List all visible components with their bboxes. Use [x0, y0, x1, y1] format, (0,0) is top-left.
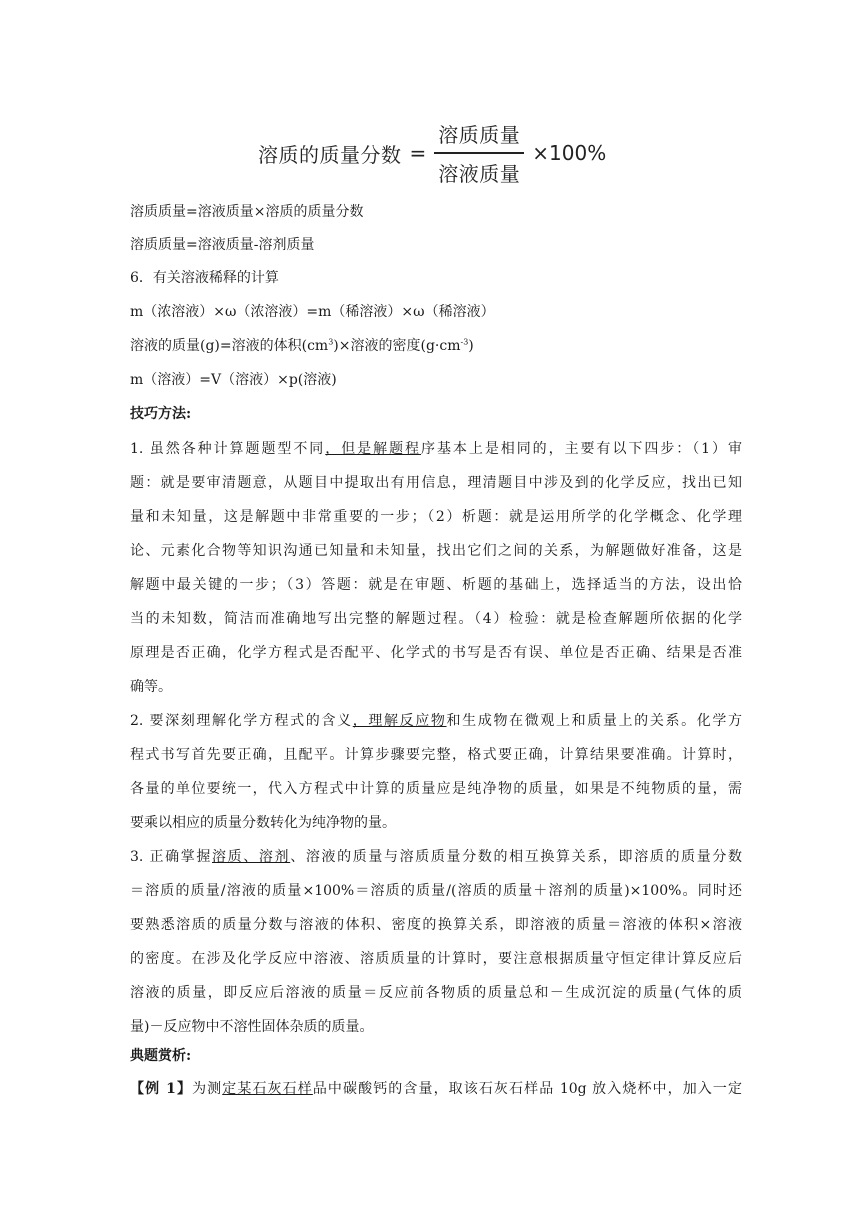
section-item-6: 6．有关溶液稀释的计算 [130, 270, 279, 286]
paragraph-row: 当的未知数，简洁而准确地写出完整的解题过程。（4）检验：就是检查解题所依据的化学 [130, 611, 742, 627]
paragraph-1 [130, 432, 742, 704]
text-span: 、溶液的质量与溶质质量分数的相互换算关系，即溶质的质量分数 [290, 849, 742, 865]
paragraph-row: 各量的单位要统一，代入方程式中计算的质量应是纯净物的质量，如果是不纯物质的量，需 [130, 781, 742, 797]
text-span: 品中碳酸钙的含量，取该石灰石样品 10g 放入烧杯中，加入一定 [312, 1081, 742, 1097]
example-1 [130, 1072, 742, 1106]
paragraph-row: 程式书写首先要正确，且配平。计算步骤要完整，格式要正确，计算结果要准确。计算时， [130, 747, 742, 763]
text-span: 2. 要深刻理解化学方程式的含义 [130, 713, 353, 729]
underlined-text: 定某石灰石样 [222, 1081, 313, 1097]
paragraph-row: 量和未知量，这是解题中非常重要的一步；（2）析题：就是运用所学的化学概念、化学理 [130, 509, 742, 525]
superscript: 3 [328, 337, 334, 347]
paragraph-row: 确等。 [130, 679, 172, 695]
formula-tail: ×100% [532, 141, 607, 165]
text-line: m（溶液）=V（溶液）×p(溶液) [130, 372, 337, 388]
paragraph-row: ＝溶质的质量/溶液的质量×100%＝溶质的质量/(溶质的质量＋溶剂的质量)×100%。同时还 [130, 883, 742, 899]
text-line: m（浓溶液）×ω（浓溶液）=m（稀溶液）×ω（稀溶液） [130, 304, 495, 320]
formula-fraction [434, 119, 524, 186]
text-span: 和生成物在微观上和质量上的关系。化学方 [446, 713, 742, 729]
text-line: 溶质质量=溶液质量×溶质的质量分数 [130, 204, 364, 220]
paragraph-row [130, 704, 742, 738]
paragraph-row: 论、元素化合物等知识沟通已知量和未知量，找出它们之间的关系，为解题做好准备，这是 [130, 543, 742, 559]
paragraph-row: 要乘以相应的质量分数转化为纯净物的量。 [130, 815, 396, 831]
example-label: 【例 1】 [130, 1081, 193, 1097]
paragraph-row [130, 840, 742, 874]
underlined-text: ，理解反应物 [352, 713, 447, 729]
text-span: 为测 [192, 1081, 223, 1097]
superscript: -3 [460, 337, 469, 347]
underlined-text: 溶质、溶剂 [212, 849, 291, 865]
text-span: 序基本上是相同的，主要有以下四步：（1）审 [421, 441, 742, 457]
paragraph-row [130, 1072, 742, 1106]
paragraph-row: 解题中最关键的一步；（3）答题：就是在审题、析题的基础上，选择适当的方法，设出恰 [130, 577, 742, 593]
underlined-text: ，但是解题程 [325, 441, 421, 457]
paragraph-row [130, 432, 742, 466]
text-line [130, 336, 740, 356]
section-heading: 典题赏析: [130, 1048, 192, 1064]
text-span: 3. 正确掌握 [130, 849, 212, 865]
paragraph-row: 原理是否正确，化学方程式是否配平、化学式的书写是否有误、单位是否正确、结果是否准 [130, 645, 742, 661]
paragraph-row: 要熟悉溶质的质量分数与溶液的体积、密度的换算关系，即溶液的质量＝溶液的体积×溶液 [130, 917, 742, 933]
paragraph-row: 的密度。在涉及化学反应中溶液、溶质质量的计算时，要注意根据质量守恒定律计算反应后 [130, 951, 742, 967]
text-span: )×溶液的密度(g·cm [333, 338, 461, 354]
mass-fraction-formula [258, 118, 606, 188]
paragraph-3 [130, 840, 742, 1044]
section-heading: 技巧方法: [130, 406, 192, 422]
paragraph-2 [130, 704, 742, 840]
formula-lhs: 溶质的质量分数 [258, 142, 402, 167]
paragraph-row: 量)－反应物中不溶性固体杂质的质量。 [130, 1019, 374, 1035]
text-span: 溶液的质量(g)=溶液的体积(cm [130, 338, 329, 354]
text-line: 溶质质量=溶液质量-溶剂质量 [130, 237, 315, 253]
text-span: 1. 虽然各种计算题题型不同 [130, 441, 326, 457]
formula-equals: = [409, 141, 427, 165]
formula-numerator: 溶质质量 [438, 123, 521, 148]
paragraph-row: 溶液的质量，即反应后溶液的质量＝反应前各物质的质量总和－生成沉淀的质量(气体的质 [130, 985, 742, 1001]
text-span: ) [468, 338, 474, 354]
paragraph-row: 题：就是要审清题意，从题目中提取出有用信息，理清题目中涉及到的化学反应，找出已知 [130, 475, 742, 491]
formula-denominator: 溶液质量 [438, 161, 521, 186]
